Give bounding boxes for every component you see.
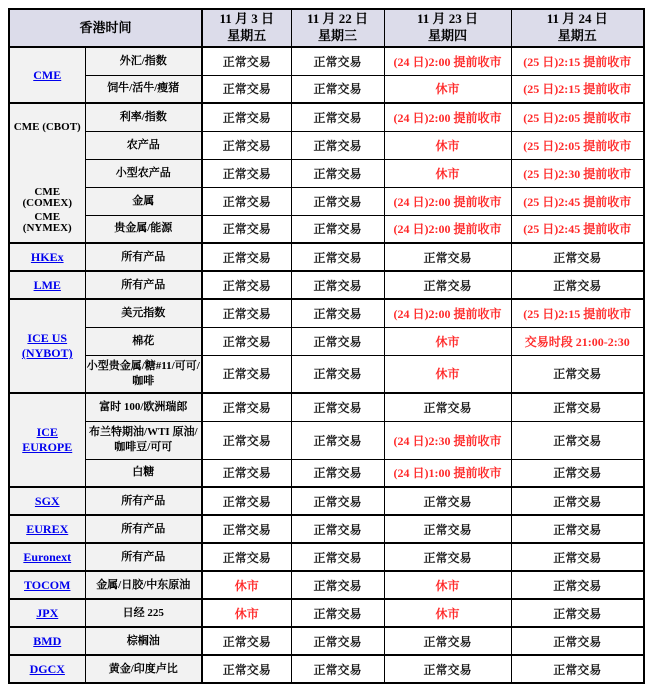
header-weekday-text: 星期五 [557, 28, 597, 43]
status-cell-normal: 正常交易 [291, 215, 384, 243]
header-date-text: 11 月 24 日 [546, 11, 608, 27]
status-cell-special: (25 日)2:05 提前收市 [511, 103, 644, 131]
product-cell: 所有产品 [85, 243, 202, 271]
header-date-text: 11 月 23 日 [416, 11, 479, 27]
table-row [9, 655, 644, 683]
table-row [9, 627, 644, 655]
table-row [9, 159, 644, 187]
product-cell: 棕榈油 [85, 627, 202, 655]
status-cell-normal: 正常交易 [202, 75, 291, 103]
status-cell-special: 休市 [384, 327, 511, 355]
status-cell-normal: 正常交易 [202, 271, 291, 299]
status-cell-normal: 正常交易 [511, 355, 644, 393]
product-cell: 饲牛/活牛/瘦猪 [85, 75, 202, 103]
product-cell: 所有产品 [85, 543, 202, 571]
table-row [9, 421, 644, 459]
product-cell: 白糖 [85, 459, 202, 487]
product-cell: 黄金/印度卢比 [85, 655, 202, 683]
header-date-0 [202, 9, 291, 47]
status-cell-normal: 正常交易 [291, 47, 384, 75]
status-cell-normal: 正常交易 [291, 75, 384, 103]
status-cell-normal: 正常交易 [291, 543, 384, 571]
exchange-link-jpx[interactable]: JPX [36, 605, 59, 620]
status-cell-normal: 正常交易 [291, 393, 384, 421]
header-date-2 [384, 9, 511, 47]
status-cell-normal: 正常交易 [291, 515, 384, 543]
status-cell-normal: 正常交易 [202, 627, 291, 655]
exchange-link-cme[interactable]: CME [33, 67, 62, 82]
table-row [9, 543, 644, 571]
exchange-link-hkex[interactable]: HKEx [30, 249, 64, 264]
exchange-cell-jpx [9, 599, 85, 627]
status-cell-normal: 正常交易 [291, 627, 384, 655]
table-row [9, 599, 644, 627]
status-cell-normal: 正常交易 [384, 655, 511, 683]
exchange-link-bmd[interactable]: BMD [33, 633, 62, 648]
status-cell-normal: 正常交易 [202, 655, 291, 683]
product-cell: 所有产品 [85, 515, 202, 543]
status-cell-special: (24 日)2:00 提前收市 [384, 47, 511, 75]
status-cell-normal: 正常交易 [511, 655, 644, 683]
exchange-cell-sgx [9, 487, 85, 515]
status-cell-normal: 正常交易 [511, 243, 644, 271]
exchange-label-cme-cbot-comex-nymex: CME (CBOT) [13, 120, 81, 133]
table-row [9, 243, 644, 271]
header-row [9, 9, 644, 47]
status-cell-normal: 正常交易 [511, 515, 644, 543]
status-cell-normal: 正常交易 [291, 487, 384, 515]
product-cell: 小型贵金属/糖#11/可可/咖啡 [85, 355, 202, 393]
status-cell-normal: 正常交易 [291, 459, 384, 487]
status-cell-special: (25 日)2:45 提前收市 [511, 215, 644, 243]
table-row [9, 459, 644, 487]
status-cell-normal: 正常交易 [291, 131, 384, 159]
status-cell-normal: 正常交易 [511, 393, 644, 421]
table-row [9, 571, 644, 599]
table-row [9, 487, 644, 515]
status-cell-normal: 正常交易 [202, 243, 291, 271]
status-cell-normal: 正常交易 [291, 187, 384, 215]
status-cell-special: 交易时段 21:00-2:30 [511, 327, 644, 355]
header-date-text: 11 月 3 日 [219, 11, 275, 27]
exchange-cell-dgcx [9, 655, 85, 683]
status-cell-normal: 正常交易 [291, 243, 384, 271]
status-cell-normal: 正常交易 [384, 543, 511, 571]
status-cell-special: (25 日)2:15 提前收市 [511, 47, 644, 75]
status-cell-normal: 正常交易 [291, 159, 384, 187]
status-cell-normal: 正常交易 [202, 459, 291, 487]
exchange-cell-eurex [9, 515, 85, 543]
status-cell-normal: 正常交易 [384, 515, 511, 543]
table-row [9, 355, 644, 393]
status-cell-normal: 正常交易 [202, 299, 291, 327]
status-cell-special: 休市 [202, 599, 291, 627]
status-cell-normal: 正常交易 [202, 327, 291, 355]
table-row [9, 131, 644, 159]
status-cell-normal: 正常交易 [511, 627, 644, 655]
header-date-text: 11 月 22 日 [306, 11, 369, 27]
exchange-cell-euronext [9, 543, 85, 571]
exchange-cell-hkex [9, 243, 85, 271]
table-row [9, 515, 644, 543]
product-cell: 金属 [85, 187, 202, 215]
status-cell-normal: 正常交易 [202, 487, 291, 515]
product-cell: 小型农产品 [85, 159, 202, 187]
status-cell-normal: 正常交易 [202, 543, 291, 571]
status-cell-normal: 正常交易 [202, 159, 291, 187]
exchange-cell-cme-cbot-comex-nymex [9, 103, 85, 243]
status-cell-special: (25 日)2:05 提前收市 [511, 131, 644, 159]
status-cell-normal: 正常交易 [511, 599, 644, 627]
table-row [9, 327, 644, 355]
product-cell: 农产品 [85, 131, 202, 159]
product-cell: 贵金属/能源 [85, 215, 202, 243]
status-cell-special: (24 日)2:00 提前收市 [384, 103, 511, 131]
product-cell: 所有产品 [85, 487, 202, 515]
status-cell-normal: 正常交易 [511, 487, 644, 515]
status-cell-special: (24 日)2:00 提前收市 [384, 187, 511, 215]
status-cell-special: (24 日)2:30 提前收市 [384, 421, 511, 459]
status-cell-special: 休市 [384, 159, 511, 187]
status-cell-special: (25 日)2:30 提前收市 [511, 159, 644, 187]
status-cell-normal: 正常交易 [202, 47, 291, 75]
trading-schedule-table [8, 8, 645, 684]
exchange-link-ice-us-nybot[interactable]: ICE US (NYBOT) [21, 331, 73, 360]
product-cell: 布兰特期油/WTI 原油/咖啡豆/可可 [85, 421, 202, 459]
status-cell-normal: 正常交易 [202, 421, 291, 459]
status-cell-normal: 正常交易 [202, 215, 291, 243]
header-weekday-text: 星期三 [318, 28, 358, 43]
table-row [9, 271, 644, 299]
header-date-3 [511, 9, 644, 47]
table-row [9, 215, 644, 243]
exchange-cell-bmd [9, 627, 85, 655]
status-cell-special: (25 日)2:15 提前收市 [511, 299, 644, 327]
status-cell-special: (25 日)2:45 提前收市 [511, 187, 644, 215]
exchange-link-dgcx[interactable]: DGCX [29, 661, 65, 676]
status-cell-special: 休市 [384, 131, 511, 159]
exchange-cell-ice-us-nybot [9, 299, 85, 393]
status-cell-special: (24 日)2:00 提前收市 [384, 299, 511, 327]
status-cell-normal: 正常交易 [511, 459, 644, 487]
status-cell-normal: 正常交易 [291, 355, 384, 393]
status-cell-special: 休市 [202, 571, 291, 599]
status-cell-normal: 正常交易 [384, 627, 511, 655]
status-cell-normal: 正常交易 [291, 421, 384, 459]
product-cell: 所有产品 [85, 271, 202, 299]
exchange-link-sgx[interactable]: SGX [34, 493, 60, 508]
status-cell-normal: 正常交易 [384, 243, 511, 271]
table-body [9, 47, 644, 683]
status-cell-normal: 正常交易 [202, 131, 291, 159]
status-cell-normal: 正常交易 [511, 271, 644, 299]
status-cell-normal: 正常交易 [384, 487, 511, 515]
status-cell-special: 休市 [384, 571, 511, 599]
table-row [9, 47, 644, 75]
exchange-cell-cme [9, 47, 85, 103]
status-cell-normal: 正常交易 [291, 655, 384, 683]
header-weekday-text: 星期四 [428, 28, 468, 43]
exchange-label-cme-cbot-comex-nymex: CME (COMEX) [22, 185, 72, 210]
exchange-cell-lme [9, 271, 85, 299]
exchange-cell-ice-europe [9, 393, 85, 487]
exchange-label-cme-cbot-comex-nymex: CME (NYMEX) [22, 210, 72, 235]
status-cell-normal: 正常交易 [291, 327, 384, 355]
exchange-cell-tocom [9, 571, 85, 599]
table-row [9, 75, 644, 103]
status-cell-special: (24 日)1:00 提前收市 [384, 459, 511, 487]
status-cell-normal: 正常交易 [202, 187, 291, 215]
table-row [9, 187, 644, 215]
status-cell-normal: 正常交易 [202, 515, 291, 543]
status-cell-normal: 正常交易 [291, 103, 384, 131]
product-cell: 利率/指数 [85, 103, 202, 131]
exchange-link-euronext[interactable]: Euronext [23, 549, 72, 564]
status-cell-normal: 正常交易 [291, 571, 384, 599]
exchange-link-eurex[interactable]: EUREX [26, 521, 69, 536]
product-cell: 棉花 [85, 327, 202, 355]
status-cell-normal: 正常交易 [384, 393, 511, 421]
table-row [9, 103, 644, 131]
header-hk-time: 香港时间 [9, 9, 202, 47]
status-cell-normal: 正常交易 [384, 271, 511, 299]
status-cell-normal: 正常交易 [202, 393, 291, 421]
product-cell: 外汇/指数 [85, 47, 202, 75]
status-cell-normal: 正常交易 [291, 599, 384, 627]
status-cell-normal: 正常交易 [511, 571, 644, 599]
exchange-link-ice-europe[interactable]: ICE EUROPE [22, 425, 73, 454]
status-cell-special: (24 日)2:00 提前收市 [384, 215, 511, 243]
status-cell-special: 休市 [384, 599, 511, 627]
status-cell-special: 休市 [384, 355, 511, 393]
status-cell-normal: 正常交易 [202, 103, 291, 131]
product-cell: 富时 100/欧洲瑞郎 [85, 393, 202, 421]
product-cell: 金属/日胶/中东原油 [85, 571, 202, 599]
product-cell: 美元指数 [85, 299, 202, 327]
status-cell-special: (25 日)2:15 提前收市 [511, 75, 644, 103]
status-cell-normal: 正常交易 [511, 543, 644, 571]
status-cell-normal: 正常交易 [511, 421, 644, 459]
exchange-link-tocom[interactable]: TOCOM [24, 577, 71, 592]
table-row [9, 299, 644, 327]
product-cell: 日经 225 [85, 599, 202, 627]
header-date-1 [291, 9, 384, 47]
status-cell-normal: 正常交易 [291, 271, 384, 299]
table-row [9, 393, 644, 421]
header-weekday-text: 星期五 [227, 28, 267, 43]
status-cell-special: 休市 [384, 75, 511, 103]
status-cell-normal: 正常交易 [202, 355, 291, 393]
exchange-link-lme[interactable]: LME [33, 277, 61, 292]
status-cell-normal: 正常交易 [291, 299, 384, 327]
